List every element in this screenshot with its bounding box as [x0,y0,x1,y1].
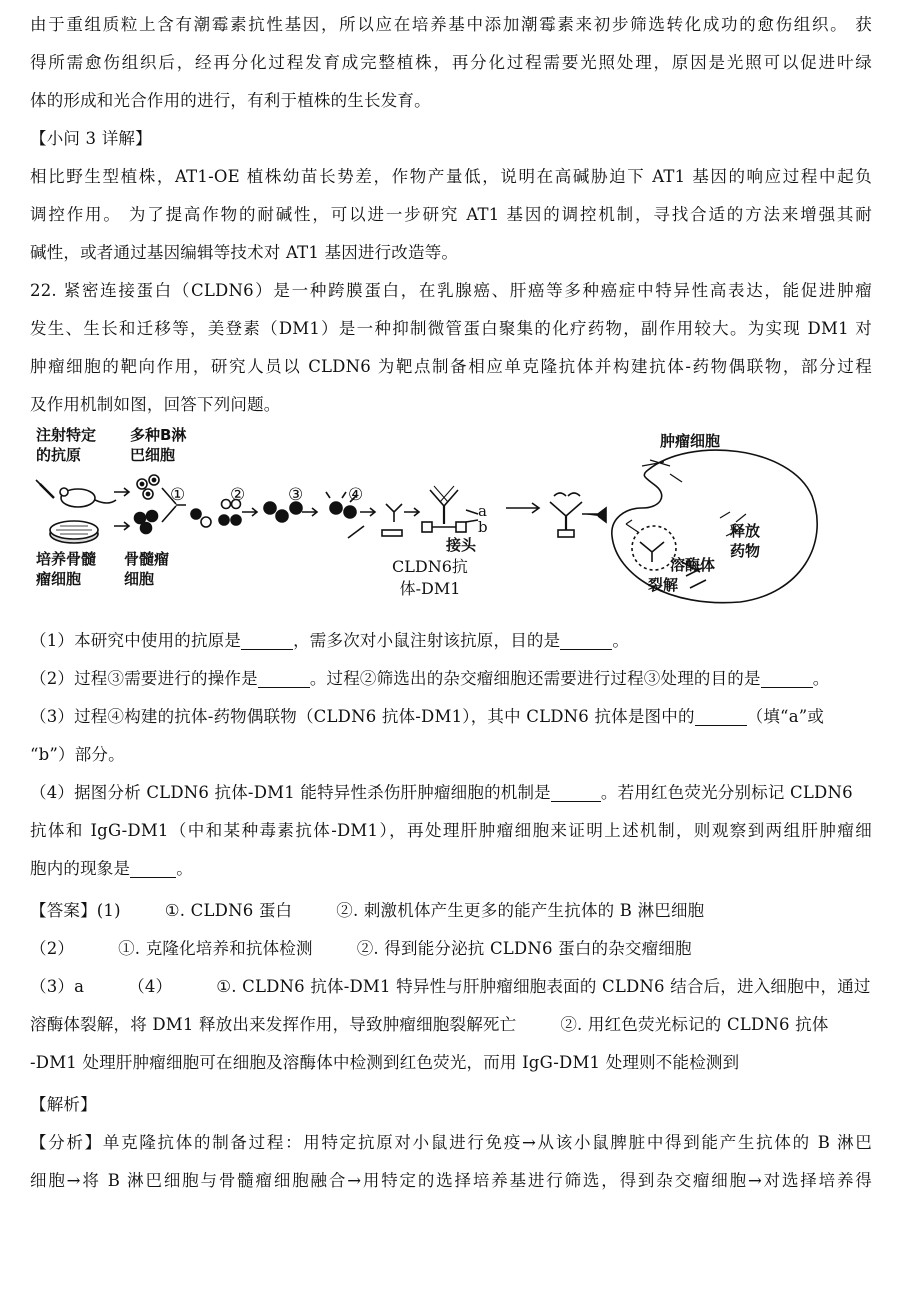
arrow-icon [114,488,129,496]
tumor-cell-label: 肿瘤细胞 [660,432,721,450]
sub3-heading: 【小问 3 详解】 [30,129,152,148]
b-cell-label-2: 巴细胞 [130,446,176,464]
conjugate-label-1: CLDN6抗 [392,557,468,576]
question-2-text-a: （2）过程③需要进行的操作是 [30,669,258,688]
petri-dish-icon [50,521,98,543]
answer-blank [560,631,612,650]
answer-1-part-2: ②. 刺激机体产生更多的能产生抗体的 B 淋巴细胞 [336,901,705,920]
mouse-icon [36,480,116,507]
question-3-text-b: （填“a”或 [746,707,825,726]
analysis-line-1: 【分析】单克隆抗体的制备过程：用特定抗原对小鼠进行免疫→从该小鼠脾脏中得到能产生抗体的 B 淋巴 [30,1133,872,1152]
answer-4-line-3: -DM1 处理肝肿瘤细胞可在细胞及溶酶体中检测到红色荧光，而用 IgG-DM1 处理则不能检测到 [30,1053,740,1072]
arrow-icon [242,508,257,516]
answer-blank [130,859,176,878]
conjugate-label-2: 体-DM1 [399,579,461,598]
conjugate-icon [422,486,478,532]
step-1-label: ① [170,485,186,505]
step-3-label: ③ [288,485,304,505]
fusion-cells-icon [191,509,211,527]
answer-blank [695,707,747,726]
myeloma-cells-icon [135,511,158,534]
arrow-icon [114,522,129,530]
linker-label: 接头 [446,536,477,554]
question-2 [30,660,872,698]
question-1-text-b: ，需多次对小鼠注射该抗原，目的是 [293,631,561,650]
sub3-line-2: 调控作用。 为了提高作物的耐碱性，可以进一步研究 AT1 基因的调控机制，寻找合适的方法来增强其耐 [30,205,872,224]
answer-2 [30,930,872,968]
label-a: a [478,502,487,520]
arrow-icon [360,508,375,516]
inject-antigen-label-1: 注射特定 [36,426,97,444]
receptor-binding-icon [550,493,606,537]
step-4-label: ④ [348,485,364,505]
sub3-line-3: 碱性，或者通过基因编辑等技术对 AT1 基因进行改造等。 [30,243,459,262]
answer-blank [241,631,293,650]
release-drug-label-2: 药物 [730,542,761,560]
answer-2-part-1: ①. 克隆化培养和抗体检测 [118,939,313,958]
label-b: b [478,518,488,536]
intro-line-1: 由于重组质粒上含有潮霉素抗性基因，所以应在培养基中添加潮霉素来初步筛选转化成功的愈伤组织。 获 [30,15,872,34]
question-4-text-b: 。若用红色荧光分别标记 CLDN6 [600,783,853,802]
question-3 [30,698,872,736]
question-2-text-b: 。过程②筛选出的杂交瘤细胞还需要进行过程③处理的目的是 [309,669,761,688]
arrow-icon [506,503,539,513]
document-page [30,6,872,1200]
answer-2-part-2: ②. 得到能分泌抗 CLDN6 蛋白的杂交瘤细胞 [356,939,692,958]
answer-1-part-1: ①. CLDN6 蛋白 [164,901,293,920]
question-2-text-c: 。 [812,669,830,688]
answer-3-label: （3）a [30,977,85,996]
analysis-heading: 【解析】 [30,1095,97,1114]
q22-line-2: 发生、生长和迁移等，美登素（DM1）是一种抑制微管蛋白聚集的化疗药物，副作用较大。为实现 DM1 对 [30,319,872,338]
answer-blank [551,783,601,802]
question-1-text-c: 。 [612,631,630,650]
step-2-label: ② [230,485,246,505]
question-4-line-2: 抗体和 IgG-DM1（中和某种毒素抗体-DM1），再处理肝肿瘤细胞来证明上述机制，则观察到两组肝肿瘤细 [30,821,872,840]
question-3-text-a: （3）过程④构建的抗体-药物偶联物（CLDN6 抗体-DM1），其中 CLDN6 抗体是图中的 [30,707,695,726]
lysosome-label-2: 裂解 [648,576,679,594]
answer-blank [258,669,310,688]
answer-2-label: （2） [30,939,75,958]
answer-3-4 [30,968,872,1006]
answer-4-line-2 [30,1006,872,1044]
tumor-cell-icon [612,450,817,603]
hybridoma-cells-icon [264,502,302,522]
question-4-line-3 [30,850,872,888]
intro-line-2: 得所需愈伤组织后，经再分化过程发育成完整植株，再分化过程需要光照处理，原因是光照可以促进叶绿 [30,53,872,72]
question-4-text-d: 胞内的现象是 [30,859,131,878]
antibody-drug-conjugate-figure [30,426,872,618]
analysis-line-2: 细胞→将 B 淋巴细胞与骨髓瘤细胞融合→用特定的选择培养基进行筛选，得到杂交瘤细胞→对选择培养得 [30,1171,872,1190]
sub3-line-1: 相比野生型植株，AT1-OE 植株幼苗长势差，作物产量低，说明在高碱胁迫下 AT1 基因的响应过程中起负 [30,167,872,186]
arrow-icon [404,508,419,516]
answer-4-part-1: ①. CLDN6 抗体-DM1 特异性与肝肿瘤细胞表面的 CLDN6 结合后，进入细胞中，通过 [216,977,871,996]
question-3-cont: “b”）部分。 [30,745,125,764]
answer-label: 【答案】(1) [30,901,121,920]
question-1-text-a: （1）本研究中使用的抗原是 [30,631,242,650]
answer-4-label: （4） [128,977,173,996]
question-4 [30,774,872,812]
b-cells-icon [137,475,159,499]
answer-blank [761,669,813,688]
question-1 [30,622,872,660]
inject-antigen-label-2: 的抗原 [36,446,82,464]
answer-4-part-2: ②. 用红色荧光标记的 CLDN6 抗体 [560,1015,829,1034]
q22-line-3: 肿瘤细胞的靶向作用，研究人员以 CLDN6 为靶点制备相应单克隆抗体并构建抗体-药物偶联物，部分过程 [30,357,872,376]
arrow-icon [302,508,317,516]
question-4-text-a: （4）据图分析 CLDN6 抗体-DM1 能特异性杀伤肝肿瘤细胞的机制是 [30,783,551,802]
question-4-text-e: 。 [176,859,193,878]
myeloma-label-2: 细胞 [124,570,155,588]
q22-line-1: 22. 紧密连接蛋白（CLDN6）是一种跨膜蛋白，在乳腺癌、肝癌等多种癌症中特异性高表达，能促进肿瘤 [30,281,872,300]
b-cell-label-1: 多种B淋 [130,426,187,444]
q22-line-4: 及作用机制如图，回答下列问题。 [30,395,281,414]
release-drug-label-1: 释放 [730,522,761,540]
lysosome-label-1: 溶酶体 [670,556,716,574]
culture-myeloma-label-2: 瘤细胞 [36,570,82,588]
culture-myeloma-label-1: 培养骨髓 [36,550,97,568]
answer-1 [30,892,872,930]
intro-line-3: 体的形成和光合作用的进行，有利于植株的生长发育。 [30,91,431,110]
myeloma-label-1: 骨髓瘤 [124,550,170,568]
answer-4-text: 溶酶体裂解，将 DM1 释放出来发挥作用，导致肿瘤细胞裂解死亡 [30,1015,517,1034]
